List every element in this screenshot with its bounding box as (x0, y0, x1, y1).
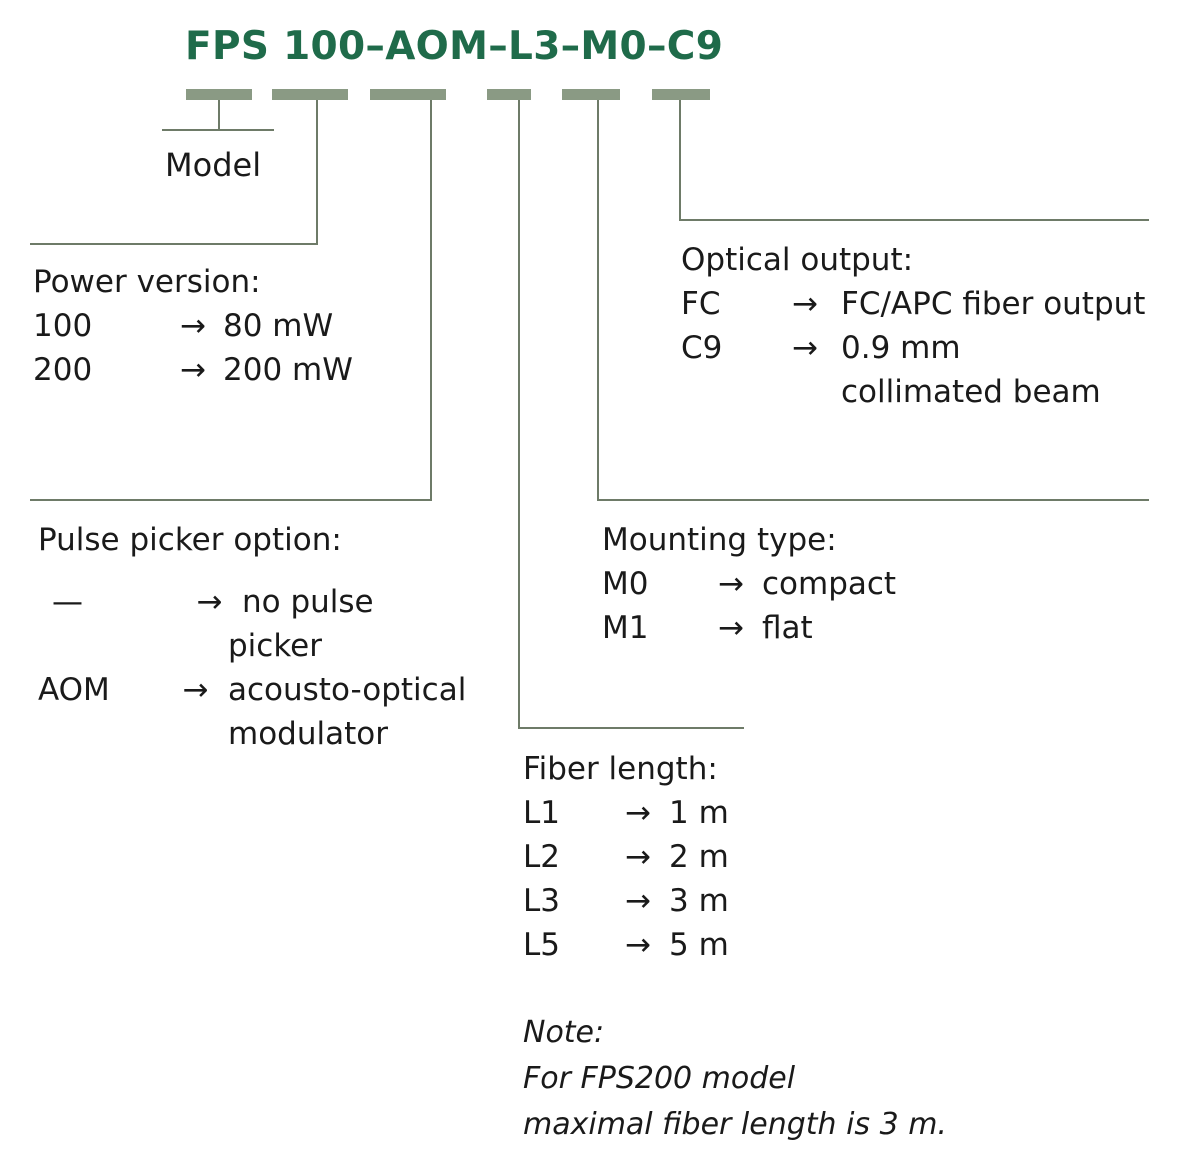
note-line-1: For FPS200 model (523, 1061, 796, 1096)
mounting-type-row-m1 (602, 606, 896, 650)
power-version-heading: Power version: (33, 264, 261, 300)
section-optical-output (681, 238, 1145, 414)
code-bar-optical-output (652, 89, 710, 100)
mounting-type-code-m1: M1 (602, 610, 649, 646)
pulse-picker-heading: Pulse picker option: (38, 522, 342, 558)
code-bar-mounting (562, 89, 620, 100)
fiber-length-row-l3 (523, 879, 729, 923)
fiber-length-code-l5: L5 (523, 927, 560, 963)
arrow-icon: → (182, 672, 209, 708)
note-line-2: maximal fiber length is 3 m. (523, 1107, 947, 1142)
leader-mounting-vertical (597, 100, 599, 500)
section-pulse-picker (38, 518, 466, 756)
arrow-icon: → (625, 927, 651, 963)
fiber-length-value-l5: 5 m (669, 927, 729, 963)
power-version-code-200: 200 (33, 352, 93, 388)
fiber-length-row-l2 (523, 835, 729, 879)
leader-model-vertical (218, 100, 220, 130)
mounting-type-value-m0: compact (762, 566, 897, 602)
optical-output-row-fc (681, 282, 1145, 326)
fiber-length-row-l1 (523, 791, 729, 835)
fiber-length-value-l1: 1 m (669, 795, 729, 831)
arrow-icon: → (792, 286, 818, 322)
arrow-icon: → (718, 566, 744, 602)
optical-output-code-fc: FC (681, 286, 721, 322)
leader-mounting-horizontal (597, 499, 1149, 501)
fiber-length-value-l3: 3 m (669, 883, 729, 919)
pulse-picker-value-none: no pulse (242, 584, 374, 620)
arrow-icon: → (625, 883, 651, 919)
arrow-icon: → (196, 584, 223, 620)
mounting-type-heading: Mounting type: (602, 522, 837, 558)
power-version-value-100: 80 mW (223, 308, 334, 344)
code-bar-fiber-length (487, 89, 531, 100)
fiber-length-value-l2: 2 m (669, 839, 729, 875)
pulse-picker-value-aom: acousto-optical (228, 672, 467, 708)
power-version-row-200 (33, 348, 353, 392)
leader-model-horizontal (162, 129, 274, 131)
pulse-picker-row-none (38, 580, 466, 624)
optical-output-value-fc: FC/APC fiber output (841, 286, 1146, 322)
section-note (523, 1010, 947, 1148)
leader-power-vertical (316, 100, 318, 244)
fiber-length-code-l3: L3 (523, 883, 560, 919)
code-bar-pulse-picker (370, 89, 446, 100)
leader-power-horizontal (30, 243, 318, 245)
leader-optical-output-horizontal (679, 219, 1149, 221)
arrow-icon: → (625, 839, 651, 875)
pulse-picker-row-aom (38, 668, 466, 712)
fiber-length-code-l2: L2 (523, 839, 560, 875)
leader-optical-output-vertical (679, 100, 681, 220)
leader-fiber-length-vertical (518, 100, 520, 728)
optical-output-code-c9: C9 (681, 330, 723, 366)
page-title: FPS 100–AOM–L3–M0–C9 (185, 24, 724, 69)
fiber-length-row-l5 (523, 923, 729, 967)
leader-pulse-picker-vertical (430, 100, 432, 500)
arrow-icon: → (792, 330, 818, 366)
section-power-version (33, 260, 353, 392)
mounting-type-value-m1: flat (762, 610, 813, 646)
mounting-type-row-m0 (602, 562, 896, 606)
fiber-length-code-l1: L1 (523, 795, 560, 831)
pulse-picker-code-aom: AOM (38, 672, 110, 708)
arrow-icon: → (180, 352, 206, 388)
pulse-picker-code-none: — (52, 584, 83, 620)
leader-fiber-length-horizontal (518, 727, 744, 729)
optical-output-value-c9: 0.9 mm (841, 330, 961, 366)
arrow-icon: → (180, 308, 206, 344)
optical-output-value-c9-cont: collimated beam (841, 374, 1101, 410)
power-version-row-100 (33, 304, 353, 348)
power-version-code-100: 100 (33, 308, 93, 344)
arrow-icon: → (718, 610, 744, 646)
note-heading: Note: (523, 1015, 605, 1050)
pulse-picker-value-none-cont: picker (228, 628, 322, 664)
arrow-icon: → (625, 795, 651, 831)
leader-pulse-picker-horizontal (30, 499, 432, 501)
pulse-picker-value-aom-cont: modulator (228, 716, 388, 752)
optical-output-heading: Optical output: (681, 242, 914, 278)
code-bar-model (186, 89, 252, 100)
fiber-length-heading: Fiber length: (523, 751, 718, 787)
mounting-type-code-m0: M0 (602, 566, 649, 602)
section-mounting-type (602, 518, 896, 650)
section-fiber-length (523, 747, 729, 967)
power-version-value-200: 200 mW (223, 352, 353, 388)
code-bar-power (272, 89, 348, 100)
optical-output-row-c9 (681, 326, 1145, 370)
label-model: Model (165, 146, 262, 184)
